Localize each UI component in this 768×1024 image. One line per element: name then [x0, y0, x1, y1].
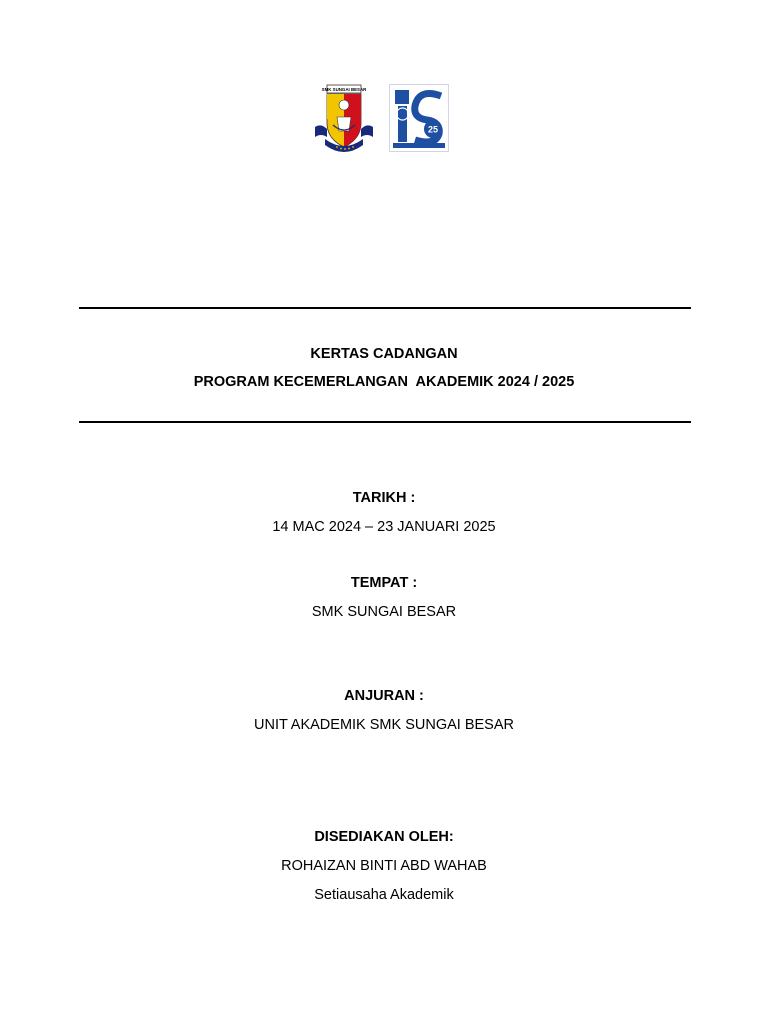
organizer-value: UNIT AKADEMIK SMK SUNGAI BESAR [254, 717, 514, 733]
school-crest-logo [311, 83, 377, 155]
date-value: 14 MAC 2024 – 23 JANUARI 2025 [272, 519, 496, 535]
title-rule-top [79, 307, 691, 309]
title-rule-bottom [79, 421, 691, 423]
venue-value: SMK SUNGAI BESAR [311, 604, 457, 620]
prepared-by-role: Setiausaha Akademik [314, 887, 454, 903]
anniversary-25-logo [389, 84, 449, 152]
date-label: TARIKH : [352, 490, 416, 506]
crest-banner-text: SMK SUNGAI BESAR [321, 87, 367, 93]
organizer-label: ANJURAN : [344, 688, 424, 704]
program-title: PROGRAM KECEMERLANGAN AKADEMIK 2024 / 2025 [193, 374, 575, 390]
document-title: KERTAS CADANGAN [310, 346, 458, 362]
logo-group [311, 83, 451, 155]
prepared-by-name: ROHAIZAN BINTI ABD WAHAB [281, 858, 487, 874]
prepared-by-label: DISEDIAKAN OLEH: [314, 829, 454, 845]
anniversary-number: 25 [427, 124, 439, 135]
venue-label: TEMPAT : [350, 575, 418, 591]
